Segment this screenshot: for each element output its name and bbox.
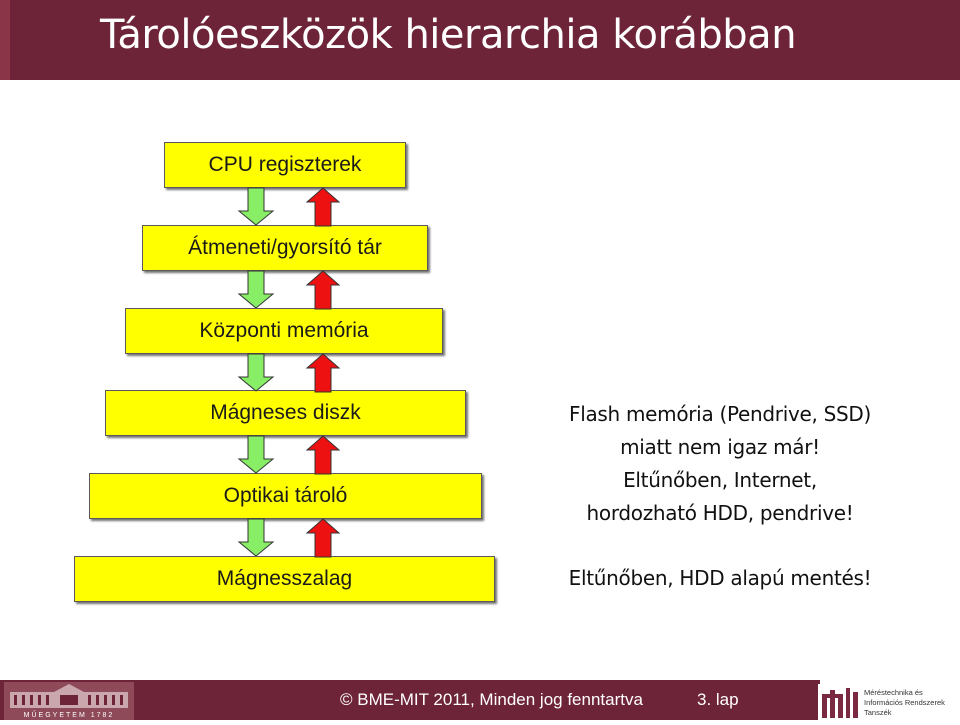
- arrow-up-icon: [305, 353, 341, 393]
- copyright-text: © BME-MIT 2011, Minden jog fenntartva: [340, 690, 643, 709]
- dept-name-line: Információs Rendszerek: [864, 698, 945, 707]
- university-caption: MŰEGYETEM 1782: [23, 712, 115, 719]
- arrow-down-icon: [236, 270, 276, 310]
- department-logo: [818, 684, 960, 722]
- level-cache: Átmeneti/gyorsító tár: [142, 225, 428, 271]
- title-bar: [0, 0, 960, 80]
- note-line: Flash memória (Pendrive, SSD): [568, 402, 872, 426]
- arrow-up-icon: [305, 270, 341, 310]
- mit-logo-icon: [820, 686, 862, 720]
- backup-note: Eltűnőben, HDD alapú mentés!: [568, 566, 872, 590]
- note-line: Eltűnőben, Internet,: [623, 468, 817, 492]
- note-line: miatt nem igaz már!: [620, 435, 820, 459]
- page-number: 3. lap: [697, 690, 739, 709]
- title-accent-strip: [0, 0, 10, 80]
- arrow-down-icon: [236, 353, 276, 393]
- dept-name-line: Méréstechnika és: [864, 688, 923, 697]
- level-optical-storage: Optikai tároló: [89, 473, 482, 519]
- arrow-down-icon: [236, 187, 276, 227]
- arrow-up-icon: [305, 435, 341, 475]
- level-magnetic-tape: Mágnesszalag: [74, 556, 495, 602]
- note-line: hordozható HDD, pendrive!: [586, 501, 854, 525]
- dept-name-line: Tanszék: [864, 708, 892, 717]
- slide-title: Tárolóeszközök hierarchia korábban: [100, 12, 797, 58]
- arrow-down-icon: [236, 435, 276, 475]
- university-building-logo: [4, 682, 134, 720]
- arrow-up-icon: [305, 187, 341, 227]
- arrow-down-icon: [236, 518, 276, 558]
- level-magnetic-disk: Mágneses diszk: [105, 390, 466, 436]
- arrow-up-icon: [305, 518, 341, 558]
- level-cpu-registers: CPU regiszterek: [164, 142, 406, 188]
- level-main-memory: Központi memória: [125, 308, 443, 354]
- flash-memory-note: [530, 398, 910, 530]
